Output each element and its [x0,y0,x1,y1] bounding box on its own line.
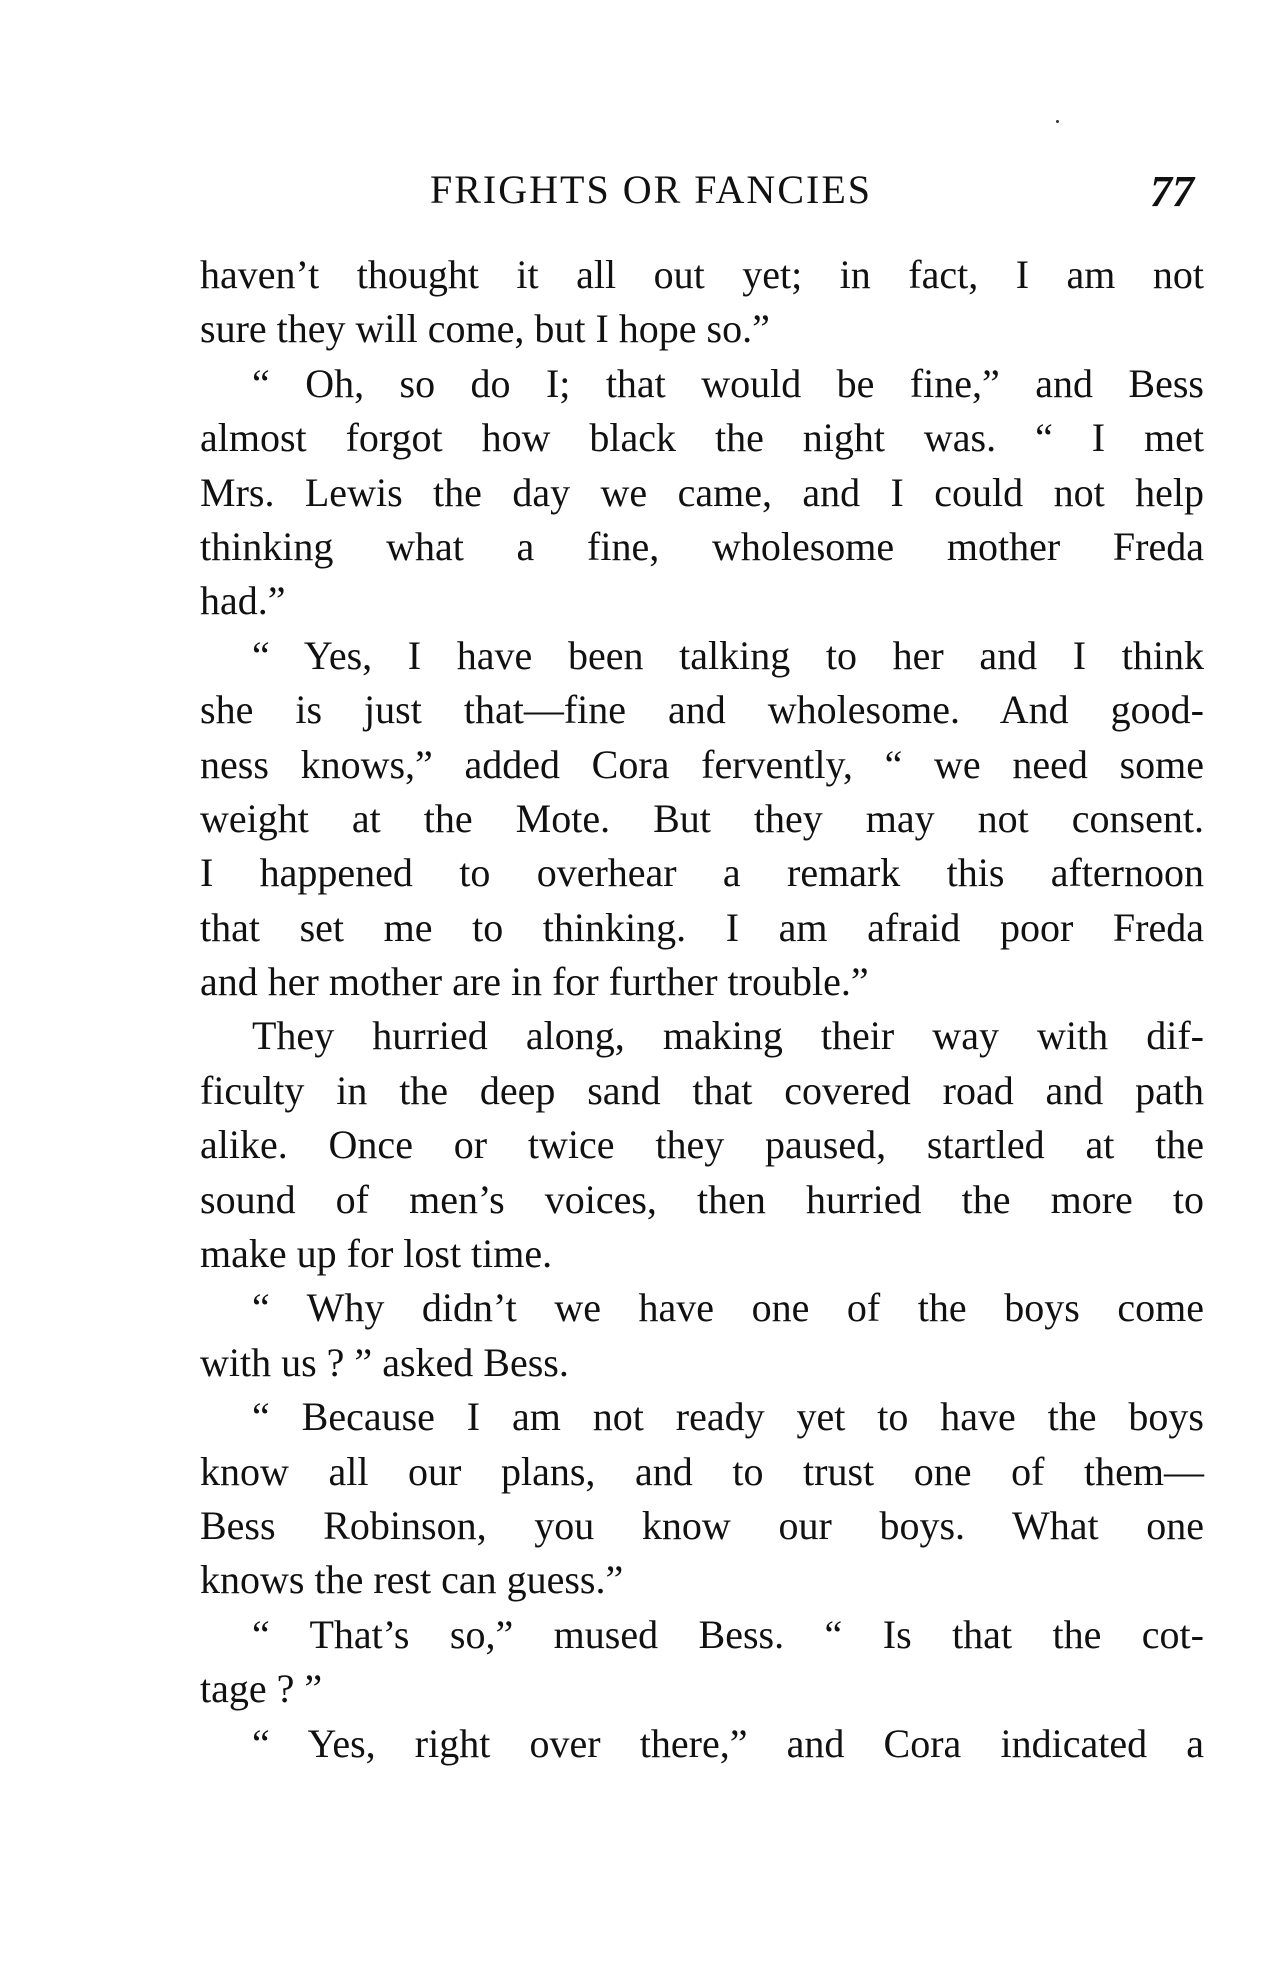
text-line: had.” [200,578,286,624]
text-line: haven’t thought it all out yet; in fact, I am not [200,252,1204,297]
text-line: weight at the Mote. But they may not consent. [200,795,1204,841]
text-line: “ Oh, so do I; that would be fine,” and Bess [252,360,1204,406]
text-line: alike. Once or twice they paused, startled at the [200,1122,1204,1168]
text-line: Bess Robinson, you know our boys. What one [200,1502,1204,1548]
text-line: she is just that—fine and wholesome. And good- [200,687,1204,733]
text-line: They hurried along, making their way with dif- [252,1013,1204,1059]
text-line: “ Yes, right over there,” and Cora indicated a [252,1720,1204,1766]
text-line: I happened to overhear a remark this afternoon [200,850,1204,896]
page-number: 77 [1150,167,1194,216]
text-line: know all our plans, and to trust one of them— [200,1448,1204,1494]
page-speck [1056,120,1059,123]
running-head [0,160,1269,220]
text-line: that set me to thinking. I am afraid poor Freda [200,904,1204,950]
text-line: “ Why didn’t we have one of the boys come [252,1285,1204,1331]
text-line: thinking what a fine, wholesome mother Freda [200,523,1204,569]
text-line: knows the rest can guess.” [200,1557,624,1603]
text-line: sound of men’s voices, then hurried the more to [200,1176,1204,1222]
text-line: sure they will come, but I hope so.” [200,306,770,352]
text-line: make up for lost time. [200,1231,553,1277]
text-line: ficulty in the deep sand that covered road and path [200,1067,1204,1113]
text-line: “ Yes, I have been talking to her and I think [252,632,1204,678]
text-line: with us ? ” asked Bess. [200,1339,569,1385]
running-title: FRIGHTS OR FANCIES [430,167,872,212]
text-line: and her mother are in for further trouble.” [200,959,869,1005]
text-line: “ Because I am not ready yet to have the boys [252,1394,1204,1440]
text-line: “ That’s so,” mused Bess. “ Is that the cot- [252,1611,1204,1657]
text-line: ness knows,” added Cora fervently, “ we need some [200,741,1204,787]
text-line: almost forgot how black the night was. “ I met [200,415,1204,461]
text-line: Mrs. Lewis the day we came, and I could not help [200,469,1204,515]
body-text [200,248,1204,1771]
text-line: tage ? ” [200,1666,323,1712]
